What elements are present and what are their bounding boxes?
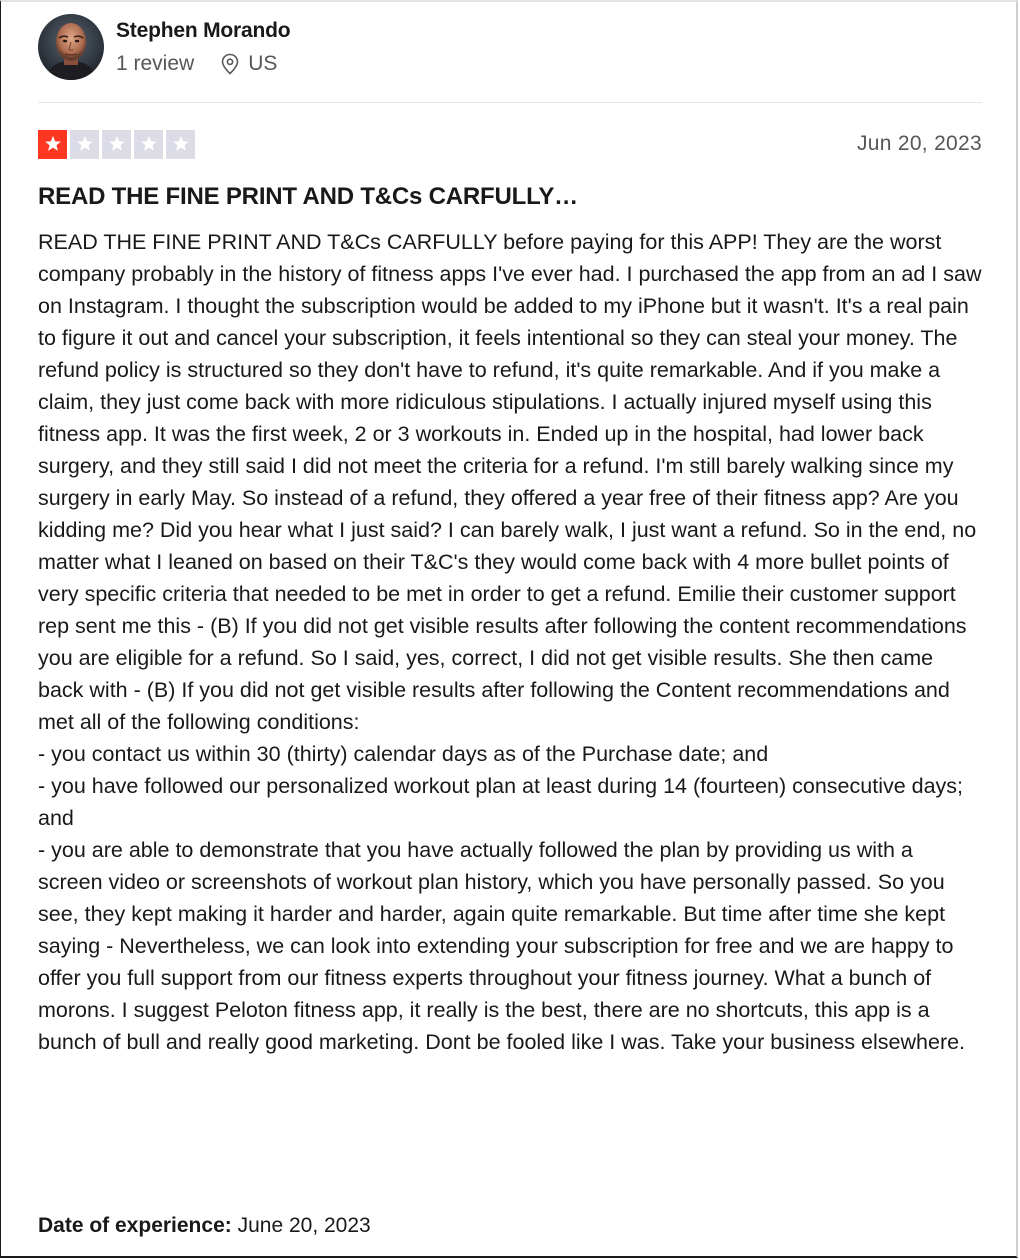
avatar-photo [38, 14, 104, 80]
star-rating [38, 130, 198, 159]
location-label: US [248, 52, 278, 75]
reviewer-name[interactable]: Stephen Morando [116, 19, 291, 42]
reviewer-location [220, 51, 277, 77]
rating-row [38, 128, 982, 160]
avatar[interactable] [38, 14, 104, 80]
reviewer-header [38, 14, 290, 80]
review-title[interactable]: READ THE FINE PRINT AND T&Cs CARFULLY… [38, 183, 578, 210]
experience-label: Date of experience: [38, 1214, 232, 1237]
star-icon [166, 130, 195, 159]
star-icon [38, 130, 67, 159]
experience-date: June 20, 2023 [237, 1214, 371, 1237]
divider [38, 102, 982, 103]
review-body: READ THE FINE PRINT AND T&Cs CARFULLY before paying for this APP! They are the worst company probably in the history of fitness apps I've ever had. I purchased the app from an ad I saw on Instagram. I thought the subscription would be added to my iPhone but it wasn't. It's a real pain to figure it out and cancel your subscription, it feels intentional so they can steal your money. The refund policy is structured so they don't have to refund, it's quite remarkable. And if you make a claim, they just come back with more ridiculous stipulations. I actually injured myself using this fitness app. It was the first week, 2 or 3 workouts in. Ended up in the hospital, had lower back surgery, and they still said I did not meet the criteria for a refund. I'm still barely walking since my surgery in early May. So instead of a refund, they offered a year free of their fitness app? Are you kidding me? Did you hear what I just said? I can barely walk, I just want a refund. So in the end, no matter what I leaned on based on their T&C's they would come back with 4 more bullet points of very specific criteria that needed to be met in order to get a refund. Emilie their customer support rep sent me this - (B) If you did not get visible results after following the content recommendations you are eligible for a refund. So I said, yes, correct, I did not get visible results. She then came back with - (B) If you did not get visible results after following the Content recommendations and met all of the following conditions: - you contact us within 30 (thirty) calendar days as of the Purchase date; and - you have followed our personalized workout plan at least during 14 (fourteen) consecutive days; and - you are able to demonstrate that you have actually followed the plan by providing us with a screen video or screenshots of workout plan history, which you have personally passed. So you see, they kept making it harder and harder, again quite remarkable. But time after time she kept saying - Nevertheless, we can look into extending your subscription for free and we are happy to offer you full support from our fitness experts throughout your fitness journey. What a bunch of morons. I suggest Peloton fitness app, it really is the best, there are no shortcuts, this app is a bunch of bull and really good marketing. Dont be fooled like I was. Take your business elsewhere. [38, 230, 982, 1054]
star-icon [134, 130, 163, 159]
review-count: 1 review [116, 52, 195, 75]
date-of-experience [38, 1212, 371, 1240]
review-date: Jun 20, 2023 [856, 132, 982, 155]
star-icon [70, 130, 99, 159]
location-pin-icon [220, 53, 240, 75]
star-icon [102, 130, 131, 159]
